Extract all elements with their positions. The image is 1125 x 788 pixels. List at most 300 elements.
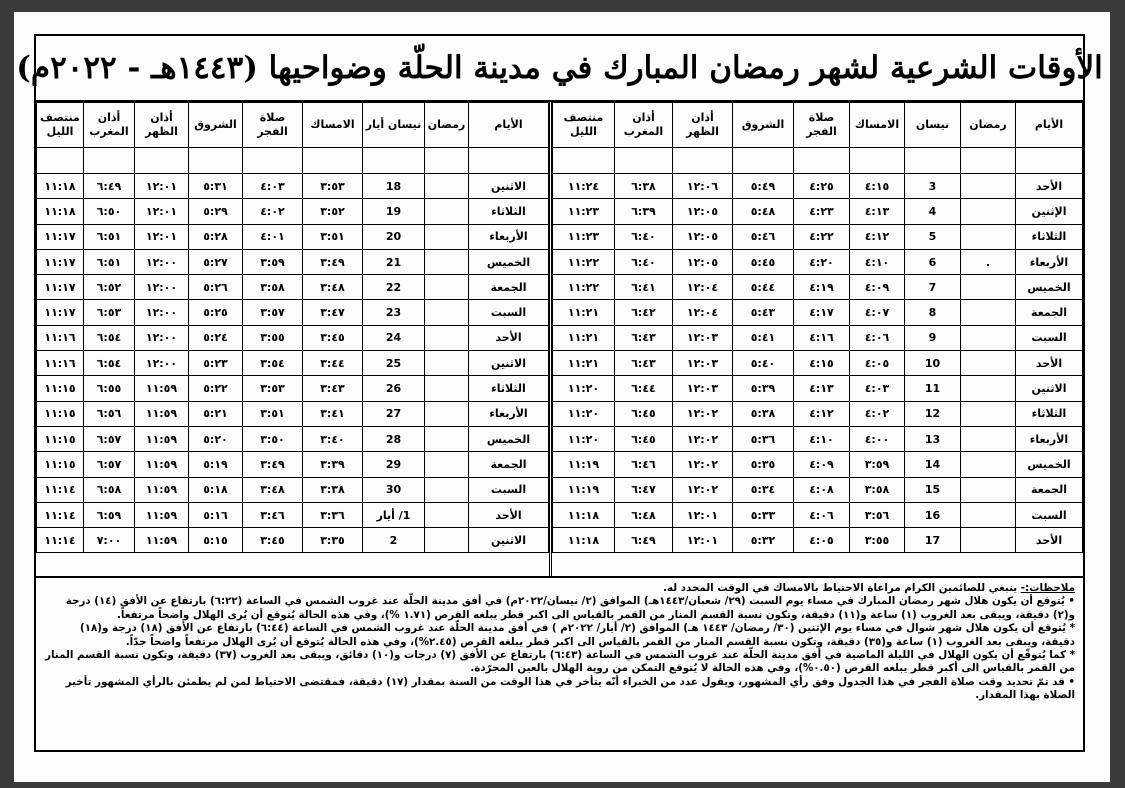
fajr-cell: ٤:٢٥ bbox=[794, 174, 850, 199]
day-cell: الاثنين bbox=[469, 528, 549, 553]
ramadan-cell bbox=[961, 376, 1016, 401]
table-row bbox=[37, 224, 549, 249]
column-header: الأيام bbox=[1016, 103, 1083, 148]
maghrib-cell: ٦:٥٦ bbox=[84, 401, 135, 426]
date-cell: 13 bbox=[905, 426, 961, 451]
table-row bbox=[37, 452, 549, 477]
imsak-cell: ٤:١٥ bbox=[850, 174, 905, 199]
midnight-cell: ١١:٢٢ bbox=[553, 275, 615, 300]
maghrib-cell: ٦:٥٨ bbox=[84, 477, 135, 502]
date-cell: 29 bbox=[363, 452, 425, 477]
date-cell: 30 bbox=[363, 477, 425, 502]
imsak-cell: ٤:١٣ bbox=[850, 199, 905, 224]
maghrib-cell: ٦:٥١ bbox=[84, 224, 135, 249]
dhuhr-cell: ١٢:٠٣ bbox=[673, 351, 733, 376]
imsak-cell: ٣:٤٧ bbox=[303, 300, 363, 325]
sunrise-cell: ٥:٤٨ bbox=[733, 199, 794, 224]
day-cell: الجمعة bbox=[469, 275, 549, 300]
table-row bbox=[37, 174, 549, 199]
column-header: نيسان أيار bbox=[363, 103, 425, 148]
date-cell: 28 bbox=[363, 426, 425, 451]
imsak-cell: ٣:٥٥ bbox=[850, 528, 905, 553]
maghrib-cell: ٦:٤٠ bbox=[615, 224, 673, 249]
midnight-cell: ١١:١٥ bbox=[37, 401, 84, 426]
day-cell: الإثنين bbox=[1016, 199, 1083, 224]
fajr-cell: ٤:٢٢ bbox=[794, 224, 850, 249]
fajr-cell: ٤:٠١ bbox=[243, 224, 303, 249]
dhuhr-cell: ١١:٥٩ bbox=[135, 477, 189, 502]
date-cell: 3 bbox=[905, 174, 961, 199]
fajr-cell: ٣:٥٧ bbox=[243, 300, 303, 325]
midnight-cell: ١١:١٦ bbox=[37, 351, 84, 376]
dhuhr-cell: ١٢:٠٢ bbox=[673, 477, 733, 502]
ramadan-cell bbox=[425, 174, 469, 199]
sunrise-cell: ٥:١٥ bbox=[189, 528, 243, 553]
fajr-cell: ٤:٠٨ bbox=[794, 477, 850, 502]
right-table-header-row bbox=[553, 103, 1083, 148]
dhuhr-cell: ١٢:٠٠ bbox=[135, 300, 189, 325]
table-row bbox=[553, 401, 1083, 426]
maghrib-cell: ٦:٥١ bbox=[84, 249, 135, 274]
column-header: منتصف الليل bbox=[553, 103, 615, 148]
day-cell: الجمعة bbox=[1016, 477, 1083, 502]
table-row bbox=[37, 249, 549, 274]
dhuhr-cell: ١٢:٠٦ bbox=[673, 174, 733, 199]
imsak-cell: ٣:٤٤ bbox=[303, 351, 363, 376]
table-row bbox=[553, 351, 1083, 376]
midnight-cell: ١١:١٨ bbox=[553, 528, 615, 553]
fajr-cell: ٣:٥٩ bbox=[243, 249, 303, 274]
ramadan-cell bbox=[425, 199, 469, 224]
ramadan-cell bbox=[425, 426, 469, 451]
maghrib-cell: ٦:٥٤ bbox=[84, 325, 135, 350]
midnight-cell: ١١:٢١ bbox=[553, 300, 615, 325]
empty-cell bbox=[243, 148, 303, 174]
sunrise-cell: ٥:٣٩ bbox=[733, 376, 794, 401]
date-cell: 25 bbox=[363, 351, 425, 376]
table-row bbox=[37, 300, 549, 325]
day-cell: الأربعاء bbox=[1016, 249, 1083, 274]
table-row bbox=[37, 528, 549, 553]
imsak-cell: ٣:٤٠ bbox=[303, 426, 363, 451]
dhuhr-cell: ١١:٥٩ bbox=[135, 452, 189, 477]
midnight-cell: ١١:١٨ bbox=[553, 502, 615, 527]
date-cell: 18 bbox=[363, 174, 425, 199]
date-cell: 4 bbox=[905, 199, 961, 224]
notes-section bbox=[36, 578, 1083, 703]
imsak-cell: ٣:٥٣ bbox=[303, 174, 363, 199]
midnight-cell: ١١:٢٤ bbox=[553, 174, 615, 199]
maghrib-cell: ٦:٥٠ bbox=[84, 199, 135, 224]
maghrib-cell: ٦:٣٨ bbox=[615, 174, 673, 199]
dhuhr-cell: ١٢:٠١ bbox=[673, 502, 733, 527]
ramadan-cell bbox=[961, 477, 1016, 502]
ramadan-cell bbox=[425, 351, 469, 376]
date-cell: 14 bbox=[905, 452, 961, 477]
ramadan-cell bbox=[425, 224, 469, 249]
day-cell: السبت bbox=[1016, 325, 1083, 350]
page-title: الأوقات الشرعية لشهر رمضان المبارك في مدينة الحلّة وضواحيها (١٤٤٣هـ - ٢٠٢٢م) bbox=[36, 36, 1083, 102]
maghrib-cell: ٦:٤٣ bbox=[615, 351, 673, 376]
midnight-cell: ١١:١٩ bbox=[553, 452, 615, 477]
right-table-body bbox=[553, 148, 1083, 553]
fajr-cell: ٣:٥٣ bbox=[243, 376, 303, 401]
midnight-cell: ١١:١٩ bbox=[553, 477, 615, 502]
ramadan-cell bbox=[961, 224, 1016, 249]
midnight-cell: ١١:١٨ bbox=[37, 199, 84, 224]
date-cell: 17 bbox=[905, 528, 961, 553]
ramadan-cell bbox=[425, 249, 469, 274]
table-row bbox=[37, 502, 549, 527]
table-row bbox=[553, 376, 1083, 401]
day-cell: السبت bbox=[1016, 502, 1083, 527]
sunrise-cell: ٥:٢٨ bbox=[189, 224, 243, 249]
day-cell: الجمعة bbox=[1016, 300, 1083, 325]
day-cell: الاثنين bbox=[469, 351, 549, 376]
table-row bbox=[553, 528, 1083, 553]
tables-area bbox=[36, 102, 1083, 578]
dhuhr-cell: ١٢:٠١ bbox=[135, 199, 189, 224]
column-header: الشروق bbox=[733, 103, 794, 148]
table-row bbox=[553, 325, 1083, 350]
maghrib-cell: ٦:٤٩ bbox=[615, 528, 673, 553]
day-cell: الخميس bbox=[1016, 452, 1083, 477]
sunrise-cell: ٥:٢٧ bbox=[189, 249, 243, 274]
imsak-cell: ٣:٤١ bbox=[303, 401, 363, 426]
midnight-cell: ١١:٢٠ bbox=[553, 401, 615, 426]
day-cell: الثلاثاء bbox=[469, 376, 549, 401]
table-row bbox=[553, 452, 1083, 477]
dhuhr-cell: ١٢:٠٠ bbox=[135, 249, 189, 274]
table-row bbox=[37, 477, 549, 502]
midnight-cell: ١١:١٧ bbox=[37, 275, 84, 300]
midnight-cell: ١١:٢٠ bbox=[553, 426, 615, 451]
midnight-cell: ١١:١٧ bbox=[37, 300, 84, 325]
empty-cell bbox=[794, 148, 850, 174]
ramadan-cell bbox=[961, 199, 1016, 224]
column-header: أذان الظهر bbox=[135, 103, 189, 148]
day-cell: الخميس bbox=[469, 249, 549, 274]
midnight-cell: ١١:١٥ bbox=[37, 376, 84, 401]
date-cell: 2 bbox=[363, 528, 425, 553]
day-cell: الاثنين bbox=[469, 174, 549, 199]
empty-cell bbox=[961, 148, 1016, 174]
empty-cell bbox=[615, 148, 673, 174]
column-header: أذان المغرب bbox=[615, 103, 673, 148]
column-header: منتصف الليل bbox=[37, 103, 84, 148]
table-row bbox=[553, 275, 1083, 300]
maghrib-cell: ٦:٥٢ bbox=[84, 275, 135, 300]
spacer-row bbox=[37, 148, 549, 174]
table-row bbox=[37, 325, 549, 350]
sunrise-cell: ٥:٢٣ bbox=[189, 351, 243, 376]
sunrise-cell: ٥:٤٣ bbox=[733, 300, 794, 325]
note-item: * يُتوقع أن يكون هلال شهر شوال في مساء يوم الإثنين (٣٠/ رمضان/ ١٤٤٣ هـ) الموافق (٢/ أيار/ ٢٠٢٢م ) في أفق مدينة الحلّة عند غروب الشمس في الساعة (٦:٤٤) بارتفاع عن الأفق (١٨) درجة و(١٨) دقيقة، ويبقى بعد الغروب (١) ساعة و(٣٥) دقيقة، وتكون نسبة القسم المنار من القمر بالقياس الى اكبر قطر يبلغه القرص (٢.٤٥%)، وفي هذه الحالة يُتوقع أن يُرى الهلال مرتفعاً واضحاً جدّاً. bbox=[80, 622, 1075, 648]
fajr-cell: ٣:٥٨ bbox=[243, 275, 303, 300]
maghrib-cell: ٦:٤٤ bbox=[615, 376, 673, 401]
midnight-cell: ١١:١٥ bbox=[37, 426, 84, 451]
imsak-cell: ٣:٥٢ bbox=[303, 199, 363, 224]
table-row bbox=[553, 224, 1083, 249]
fajr-cell: ٣:٤٩ bbox=[243, 452, 303, 477]
date-cell: 23 bbox=[363, 300, 425, 325]
dhuhr-cell: ١٢:٠١ bbox=[673, 528, 733, 553]
dhuhr-cell: ١١:٥٩ bbox=[135, 528, 189, 553]
ramadan-cell bbox=[425, 275, 469, 300]
empty-cell bbox=[363, 148, 425, 174]
table-row bbox=[37, 401, 549, 426]
imsak-cell: ٣:٤٨ bbox=[303, 275, 363, 300]
maghrib-cell: ٦:٤٢ bbox=[615, 300, 673, 325]
table-row bbox=[37, 376, 549, 401]
sunrise-cell: ٥:٢٥ bbox=[189, 300, 243, 325]
sunrise-cell: ٥:٢٩ bbox=[189, 199, 243, 224]
maghrib-cell: ٦:٤٥ bbox=[615, 401, 673, 426]
sunrise-cell: ٥:٢٦ bbox=[189, 275, 243, 300]
sunrise-cell: ٥:٣٥ bbox=[733, 452, 794, 477]
sunrise-cell: ٥:١٩ bbox=[189, 452, 243, 477]
table-row bbox=[37, 199, 549, 224]
column-header: صلاة الفجر bbox=[243, 103, 303, 148]
imsak-cell: ٣:٥١ bbox=[303, 224, 363, 249]
imsak-cell: ٤:٠٩ bbox=[850, 275, 905, 300]
sunrise-cell: ٥:٢٤ bbox=[189, 325, 243, 350]
empty-cell bbox=[37, 148, 84, 174]
day-cell: الأربعاء bbox=[469, 401, 549, 426]
imsak-cell: ٣:٣٥ bbox=[303, 528, 363, 553]
day-cell: الجمعة bbox=[469, 452, 549, 477]
column-header: أذان المغرب bbox=[84, 103, 135, 148]
empty-cell bbox=[1016, 148, 1083, 174]
midnight-cell: ١١:٢٠ bbox=[553, 376, 615, 401]
dhuhr-cell: ١٢:٠٠ bbox=[135, 325, 189, 350]
midnight-cell: ١١:١٧ bbox=[37, 224, 84, 249]
maghrib-cell: ٦:٣٩ bbox=[615, 199, 673, 224]
ramadan-cell bbox=[961, 452, 1016, 477]
midnight-cell: ١١:١٤ bbox=[37, 477, 84, 502]
ramadan-cell bbox=[425, 452, 469, 477]
ramadan-cell: . bbox=[961, 249, 1016, 274]
dhuhr-cell: ١١:٥٩ bbox=[135, 426, 189, 451]
empty-cell bbox=[135, 148, 189, 174]
fajr-cell: ٣:٤٥ bbox=[243, 528, 303, 553]
column-header: الأيام bbox=[469, 103, 549, 148]
fajr-cell: ٤:٠٥ bbox=[794, 528, 850, 553]
date-cell: 12 bbox=[905, 401, 961, 426]
maghrib-cell: ٦:٤٧ bbox=[615, 477, 673, 502]
date-cell: 8 bbox=[905, 300, 961, 325]
fajr-cell: ٣:٥٠ bbox=[243, 426, 303, 451]
imsak-cell: ٣:٥٨ bbox=[850, 477, 905, 502]
left-table-header-row bbox=[37, 103, 549, 148]
day-cell: الأربعاء bbox=[469, 224, 549, 249]
imsak-cell: ٤:٠٦ bbox=[850, 325, 905, 350]
ramadan-cell bbox=[961, 401, 1016, 426]
dhuhr-cell: ١٢:٠١ bbox=[135, 174, 189, 199]
date-cell: 11 bbox=[905, 376, 961, 401]
sunrise-cell: ٥:٢٠ bbox=[189, 426, 243, 451]
date-cell: 19 bbox=[363, 199, 425, 224]
day-cell: الأحد bbox=[469, 325, 549, 350]
empty-cell bbox=[905, 148, 961, 174]
table-row bbox=[37, 351, 549, 376]
imsak-cell: ٤:٠٠ bbox=[850, 426, 905, 451]
empty-cell bbox=[850, 148, 905, 174]
notes-first-line: ينبغي للصائمين الكرام مراعاة الاحتياط بالامساك في الوقت المحدد له. bbox=[663, 582, 1021, 594]
fajr-cell: ٤:٠٢ bbox=[243, 199, 303, 224]
column-header: الشروق bbox=[189, 103, 243, 148]
notes-intro bbox=[44, 582, 1075, 595]
midnight-cell: ١١:١٥ bbox=[37, 452, 84, 477]
fajr-cell: ٤:١٠ bbox=[794, 426, 850, 451]
fajr-cell: ٤:١٥ bbox=[794, 351, 850, 376]
date-cell: 22 bbox=[363, 275, 425, 300]
fajr-cell: ٤:٢٣ bbox=[794, 199, 850, 224]
ramadan-cell bbox=[425, 502, 469, 527]
imsak-cell: ٤:٠٥ bbox=[850, 351, 905, 376]
sunrise-cell: ٥:٤٠ bbox=[733, 351, 794, 376]
midnight-cell: ١١:٢٣ bbox=[553, 199, 615, 224]
dhuhr-cell: ١١:٥٩ bbox=[135, 502, 189, 527]
dhuhr-cell: ١٢:٠٢ bbox=[673, 401, 733, 426]
day-cell: الثلاثاء bbox=[1016, 401, 1083, 426]
column-header: صلاة الفجر bbox=[794, 103, 850, 148]
day-cell: الخميس bbox=[469, 426, 549, 451]
dhuhr-cell: ١٢:٠٢ bbox=[673, 452, 733, 477]
maghrib-cell: ٧:٠٠ bbox=[84, 528, 135, 553]
ramadan-cell bbox=[961, 351, 1016, 376]
day-cell: الأحد bbox=[469, 502, 549, 527]
empty-cell bbox=[84, 148, 135, 174]
fajr-cell: ٤:١٦ bbox=[794, 325, 850, 350]
imsak-cell: ٣:٤٩ bbox=[303, 249, 363, 274]
empty-cell bbox=[189, 148, 243, 174]
fajr-cell: ٤:٠٦ bbox=[794, 502, 850, 527]
day-cell: الأربعاء bbox=[1016, 426, 1083, 451]
dhuhr-cell: ١٢:٠٢ bbox=[673, 426, 733, 451]
maghrib-cell: ٦:٤٣ bbox=[615, 325, 673, 350]
sunrise-cell: ٥:٣٣ bbox=[733, 502, 794, 527]
date-cell: 15 bbox=[905, 477, 961, 502]
maghrib-cell: ٦:٤٦ bbox=[615, 452, 673, 477]
dhuhr-cell: ١٢:٠٥ bbox=[673, 249, 733, 274]
fajr-cell: ٤:٠٣ bbox=[243, 174, 303, 199]
sunrise-cell: ٥:١٦ bbox=[189, 502, 243, 527]
day-cell: السبت bbox=[469, 477, 549, 502]
fajr-cell: ٣:٤٨ bbox=[243, 477, 303, 502]
sunrise-cell: ٥:٣٢ bbox=[733, 528, 794, 553]
table-row bbox=[553, 426, 1083, 451]
column-header: رمضان bbox=[961, 103, 1016, 148]
maghrib-cell: ٦:٤١ bbox=[615, 275, 673, 300]
sunrise-cell: ٥:٢٢ bbox=[189, 376, 243, 401]
dhuhr-cell: ١٢:٠٥ bbox=[673, 224, 733, 249]
ramadan-cell bbox=[961, 275, 1016, 300]
imsak-cell: ٤:٠٣ bbox=[850, 376, 905, 401]
column-header: رمضان bbox=[425, 103, 469, 148]
fajr-cell: ٤:١٣ bbox=[794, 376, 850, 401]
date-cell: 1/ أيار bbox=[363, 502, 425, 527]
sunrise-cell: ٥:٤٦ bbox=[733, 224, 794, 249]
date-cell: 16 bbox=[905, 502, 961, 527]
midnight-cell: ١١:١٤ bbox=[37, 502, 84, 527]
day-cell: الأحد bbox=[1016, 174, 1083, 199]
midnight-cell: ١١:١٧ bbox=[37, 249, 84, 274]
ramadan-cell bbox=[961, 426, 1016, 451]
maghrib-cell: ٦:٤٥ bbox=[615, 426, 673, 451]
sunrise-cell: ٥:٣٨ bbox=[733, 401, 794, 426]
ramadan-cell bbox=[961, 300, 1016, 325]
ramadan-cell bbox=[961, 502, 1016, 527]
note-item: • قد تمّ تحديد وقت صلاة الفجر في هذا الجدول وفق رأي المشهور، ويقول عدد من الخبراء أنّه يتأخر في هذا الوقت من السنة بمقدار (١٧) دقيقة، فمقتضى الاحتياط لمن لم يطمئن بالرأي المشهور تأخير الصلاة بهذا المقدار. bbox=[65, 675, 1075, 702]
imsak-cell: ٣:٣٨ bbox=[303, 477, 363, 502]
fajr-cell: ٣:٥٤ bbox=[243, 351, 303, 376]
ramadan-cell bbox=[425, 376, 469, 401]
sunrise-cell: ٥:٢١ bbox=[189, 401, 243, 426]
dhuhr-cell: ١١:٥٩ bbox=[135, 401, 189, 426]
sunrise-cell: ٥:٣٤ bbox=[733, 477, 794, 502]
sunrise-cell: ٥:٣١ bbox=[189, 174, 243, 199]
date-cell: 21 bbox=[363, 249, 425, 274]
imsak-cell: ٤:٠٢ bbox=[850, 401, 905, 426]
table-row bbox=[37, 426, 549, 451]
note-item: * كما يُتوقّع أن يكون الهلال في الليلة الماضية في أفق مدينة الحلّة عند غروب الشمس في الساعة (٦:٤٣) بارتفاع عن الأفق (٧) درجات و(١٠) دقائق، ويبقى بعد الغروب (٣٧) دقيقة، وتكون نسبة القسم المنار من القمر بالقياس الى أكبر قطر يبلغه القرص (٠.٥٠%)، وفي هذه الحالة لا يُتوقع التمكن من روية الهلال بالعين المجرّدة. bbox=[45, 649, 1075, 675]
day-cell: السبت bbox=[469, 300, 549, 325]
midnight-cell: ١١:٢١ bbox=[553, 351, 615, 376]
midnight-cell: ١١:٢١ bbox=[553, 325, 615, 350]
fajr-cell: ٣:٥١ bbox=[243, 401, 303, 426]
maghrib-cell: ٦:٥٧ bbox=[84, 452, 135, 477]
ramadan-cell bbox=[961, 174, 1016, 199]
table-row bbox=[37, 275, 549, 300]
imsak-cell: ٣:٣٩ bbox=[303, 452, 363, 477]
day-cell: الخميس bbox=[1016, 275, 1083, 300]
fajr-cell: ٣:٥٥ bbox=[243, 325, 303, 350]
table-row bbox=[553, 174, 1083, 199]
dhuhr-cell: ١٢:٠٣ bbox=[673, 376, 733, 401]
ramadan-cell bbox=[425, 300, 469, 325]
fajr-cell: ٤:٠٩ bbox=[794, 452, 850, 477]
dhuhr-cell: ١٢:٠٤ bbox=[673, 300, 733, 325]
date-cell: 6 bbox=[905, 249, 961, 274]
midnight-cell: ١١:١٦ bbox=[37, 325, 84, 350]
imsak-cell: ٣:٥٦ bbox=[850, 502, 905, 527]
empty-cell bbox=[733, 148, 794, 174]
right-schedule-table bbox=[552, 102, 1083, 553]
maghrib-cell: ٦:٤٨ bbox=[615, 502, 673, 527]
maghrib-cell: ٦:٥٥ bbox=[84, 376, 135, 401]
imsak-cell: ٣:٥٩ bbox=[850, 452, 905, 477]
date-cell: 24 bbox=[363, 325, 425, 350]
dhuhr-cell: ١٢:٠٤ bbox=[673, 275, 733, 300]
dhuhr-cell: ١٢:٠٠ bbox=[135, 275, 189, 300]
ramadan-cell bbox=[425, 401, 469, 426]
fajr-cell: ٣:٤٦ bbox=[243, 502, 303, 527]
dhuhr-cell: ١٢:٠٣ bbox=[673, 325, 733, 350]
sunrise-cell: ٥:٣٦ bbox=[733, 426, 794, 451]
table-row bbox=[553, 300, 1083, 325]
day-cell: الأحد bbox=[1016, 528, 1083, 553]
maghrib-cell: ٦:٤٩ bbox=[84, 174, 135, 199]
ramadan-cell bbox=[425, 477, 469, 502]
empty-cell bbox=[673, 148, 733, 174]
spacer-row bbox=[553, 148, 1083, 174]
imsak-cell: ٤:٠٧ bbox=[850, 300, 905, 325]
dhuhr-cell: ١١:٥٩ bbox=[135, 376, 189, 401]
date-cell: 10 bbox=[905, 351, 961, 376]
maghrib-cell: ٦:٥٧ bbox=[84, 426, 135, 451]
imsak-cell: ٣:٤٥ bbox=[303, 325, 363, 350]
